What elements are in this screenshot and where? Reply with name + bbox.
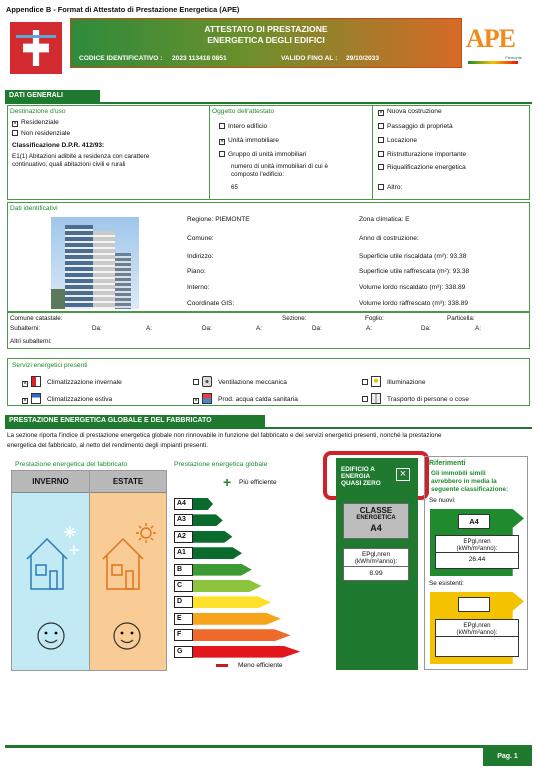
code-value: 2023 113418 0851 [172,55,227,62]
valid-value: 29/10/2033 [346,55,380,62]
se-esistenti: Se esistenti: [429,580,464,587]
energy-class-bar-g [175,646,300,658]
sezione: Sezione: [282,315,307,322]
indirizzo: Indirizzo: [187,253,214,260]
energy-scale [175,498,325,662]
mot-locazione[interactable]: Locazione [378,137,417,144]
particella: Particella: [447,315,475,322]
ident-title: Dati identificativi [10,205,58,212]
code-label: CODICE IDENTIFICATIVO : [79,55,163,62]
mot-altro[interactable]: Altro: [378,184,402,191]
elevator-icon [371,393,381,404]
volume-raffrescato: Volume lordo raffrescato (m³): 338.89 [359,300,469,307]
air-conditioner-icon [31,393,41,404]
sub-a-4: A: [475,325,481,332]
light-bulb-icon [371,376,381,387]
superficie-riscaldata: Superficie utile riscaldata (m²): 93.38 [359,253,467,260]
nzeb-checkbox[interactable]: × [396,468,410,481]
radiator-icon [31,376,41,387]
sub-da-3: Da: [312,325,322,332]
servizio-clim-invernale[interactable]: × Climatizzazione invernale [22,376,122,387]
energy-class-label-a1: A1 [174,547,193,559]
mot-ristrutturazione[interactable]: Ristrutturazione importante [378,151,466,158]
prestazione-intro-1: La sezione riporta l'indice di prestazione energetica globale non rinnovabile in funzione del fabbricato e dei servizi energetici presenti, nonché la prestazione [7,432,442,439]
servizio-ventilazione[interactable]: Ventilazione meccanica [193,376,287,387]
ep-box: EPgl,nren (kWh/m²anno): 8.99 [343,548,409,581]
sub-a-2: A: [256,325,262,332]
ogg-intero-edificio[interactable]: Intero edificio [219,123,267,130]
classe-box: CLASSE ENERGETICA A4 [343,503,409,539]
destinazione-title: Destinazione d'uso [10,108,66,115]
nuovi-ep-value: 26.44 [468,556,486,563]
servizi-title: Servizi energetici presenti [12,362,88,369]
summer-house-icon [98,521,160,591]
se-nuovi: Se nuovi: [429,497,456,504]
volume-riscaldato: Volume lordo riscaldato (m³): 338.89 [359,284,466,291]
energy-class-label-c: C [174,580,193,592]
servizio-illuminazione[interactable]: Illuminazione [362,376,425,387]
piu-efficiente: Più efficiente [239,479,277,486]
meno-efficiente: Meno efficiente [238,662,283,669]
energy-class-label-e: E [174,613,193,625]
section-dati-generali: DATI GENERALI [5,90,100,102]
oggetto-title: Oggetto dell'attestato [212,108,275,115]
sub-da-1: Da: [92,325,102,332]
sub-a-1: A: [146,325,152,332]
ogg-unita-immobiliare[interactable]: × Unità immobiliare [220,137,279,145]
building-photo [51,217,139,309]
title-line2: ENERGETICA DEGLI EDIFICI [207,35,325,45]
piano: Piano: [187,268,206,275]
plus-icon: + [223,474,232,490]
inverno-label: INVERNO [12,471,89,493]
title-banner [70,18,462,68]
subalterni: Subalterni: [10,325,41,332]
coordinate-gis: Coordinate GIS: [187,300,235,307]
energy-class-label-g: G [174,646,193,658]
riferimenti-panel: Riferimenti Gli immobili simili avrebbero in media la seguente classificazione: Se nuovi: A4 EPgl,nren (kWh/m²anno): 26.44 Se esistenti: EPgl,nren (kWh/m²anno): [424,456,528,670]
sub-da-2: Da: [202,325,212,332]
servizio-acqua-calda[interactable]: × Prod. acqua calda sanitaria [193,393,298,404]
comune-catastale: Comune catastale: [10,315,63,322]
appendix-title: Appendice B - Format di Attestato di Prestazione Energetica (APE) [6,5,240,14]
nuovi-class-box: A4 [458,514,490,529]
classificazione-title: Classificazione D.P.R. 412/93: [12,142,105,149]
dest-residenziale[interactable]: × Residenziale [13,119,59,127]
mot-riqualificazione[interactable]: Riqualificazione energetica [378,164,466,171]
units-value: 65 [231,184,239,191]
classe-panel [336,497,418,670]
fan-icon [202,376,212,387]
page-number: Pag. 1 [483,748,532,766]
globale-title: Prestazione energetica globale [174,461,268,468]
estate-label: ESTATE [90,471,166,493]
ogg-gruppo-unita[interactable]: Gruppo di unità immobiliari [219,151,306,158]
ep-value: 8.99 [369,570,383,577]
sub-da-4: Da: [421,325,431,332]
winter-house-icon [22,521,84,591]
altri-subalterni: Altri subalterni: [10,338,52,345]
foglio: Foglio: [365,315,384,322]
valid-label: VALIDO FINO AL : [281,55,338,62]
nzeb-panel: EDIFICIO A ENERGIA QUASI ZERO × [336,458,418,497]
sub-a-3: A: [366,325,372,332]
interno: Interno: [187,284,210,291]
energy-class-label-d: D [174,596,193,608]
classificazione-text-2: continuativo, quali abitazioni civili e rurali [12,161,126,168]
minus-icon [216,664,228,667]
summer-smiley-icon [112,621,142,651]
fabbricato-title: Prestazione energetica del fabbricato [15,461,128,468]
energy-class-label-a2: A2 [174,531,193,543]
ape-logo: APE Piemonte [466,24,524,68]
rif-title: Riferimenti [429,460,466,467]
piemonte-logo [10,22,62,74]
boiler-icon [202,393,212,404]
energy-class-label-f: F [174,629,193,641]
units-label-2: composto l'edificio: [231,171,285,178]
section-prestazione: PRESTAZIONE ENERGETICA GLOBALE E DEL FABBRICATO [5,415,265,427]
energy-class-label-a4: A4 [174,498,193,510]
energy-class-label-a3: A3 [174,514,193,526]
mot-passaggio-proprieta[interactable]: Passaggio di proprietà [378,123,453,130]
classificazione-text-1: E1(1) Abitazioni adibite a residenza con carattere [12,153,150,160]
energy-class-label-b: B [174,564,193,576]
zona-climatica: Zona climatica: E [359,216,410,223]
anno-costruzione: Anno di costruzione: [359,235,419,242]
regione: Regione: PIEMONTE [187,216,250,223]
comune: Comune: [187,235,214,242]
units-label-1: numero di unità immobiliari di cui è [231,163,328,170]
nuovi-ep-box: EPgl,nren (kWh/m²anno): 26.44 [435,535,519,569]
winter-smiley-icon [36,621,66,651]
servizio-clim-estiva[interactable]: × Climatizzazione estiva [22,393,112,404]
fabbricato-panel [11,470,167,671]
classe-value: A4 [370,523,382,533]
title-line1: ATTESTATO DI PRESTAZIONE [204,24,328,34]
esistenti-class-box [458,597,490,612]
footer-bar [5,745,532,748]
dest-non-residenziale[interactable]: Non residenziale [12,130,70,137]
superficie-raffrescata: Superficie utile raffrescata (m²): 93.38 [359,268,470,275]
esistenti-ep-box: EPgl,nren (kWh/m²anno): [435,619,519,657]
mot-nuova-costruzione[interactable]: × Nuova costruzione [379,108,442,116]
servizio-trasporto[interactable]: Trasporto di persone o cose [362,393,469,404]
prestazione-intro-2: energetica del fabbricato, al netto del rendimento degli impianti presenti. [7,442,208,449]
